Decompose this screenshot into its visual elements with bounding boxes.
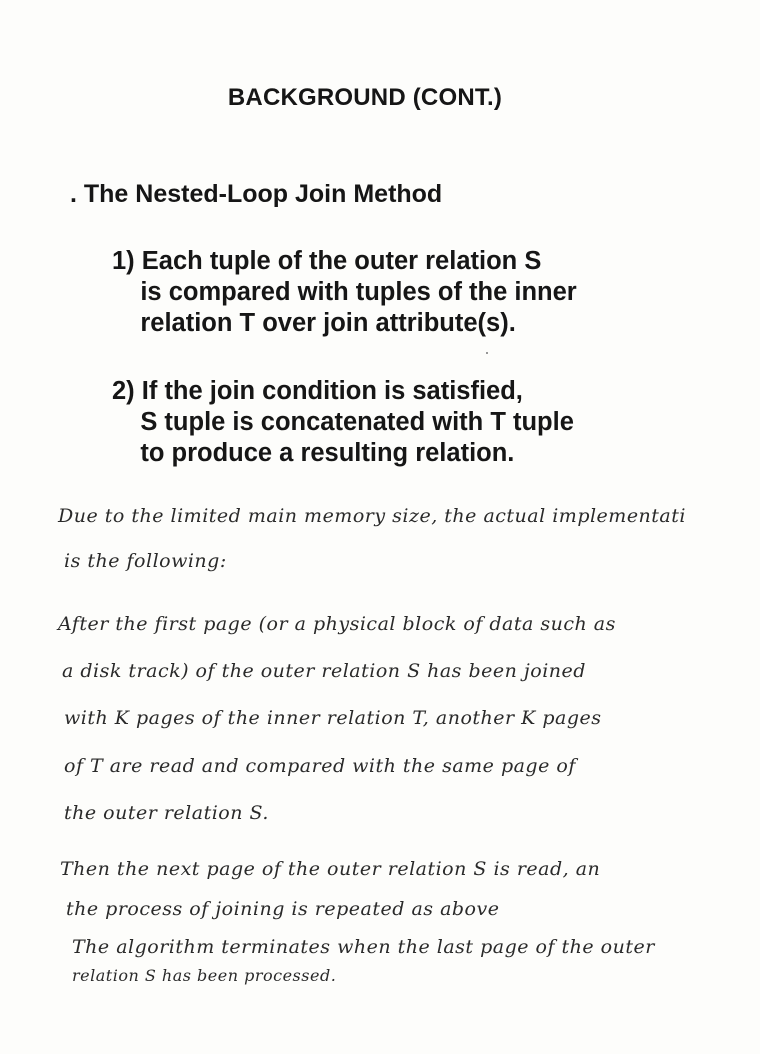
handwritten-line: a disk track) of the outer relation S has been joined bbox=[62, 660, 586, 682]
list-item-2 bbox=[112, 376, 574, 469]
item-number: 1) bbox=[112, 247, 135, 275]
handwritten-line: relation S has been processed. bbox=[72, 966, 337, 985]
item-line: relation T over join attribute(s). bbox=[140, 309, 516, 337]
item-number: 2) bbox=[112, 377, 135, 405]
handwritten-line: with K pages of the inner relation T, another K pages bbox=[64, 707, 602, 729]
item-line: Each tuple of the outer relation S bbox=[141, 247, 542, 275]
page-title: BACKGROUND (CONT.) bbox=[227, 84, 503, 111]
scan-speck bbox=[486, 352, 488, 354]
handwritten-line: Then the next page of the outer relation S is read, an bbox=[60, 858, 601, 880]
list-item-1 bbox=[112, 246, 577, 339]
item-line: S tuple is concatenated with T tuple bbox=[140, 408, 574, 436]
handwritten-line: the process of joining is repeated as above bbox=[66, 898, 500, 920]
handwritten-line: The algorithm terminates when the last page of the outer bbox=[72, 936, 655, 958]
handwritten-line: is the following: bbox=[64, 550, 227, 572]
item-line: to produce a resulting relation. bbox=[140, 439, 515, 467]
handwritten-line: Due to the limited main memory size, the actual implementati bbox=[58, 505, 686, 527]
item-line: is compared with tuples of the inner bbox=[140, 278, 577, 306]
handwritten-line: After the first page (or a physical block of data such as bbox=[58, 613, 616, 635]
handwritten-line: the outer relation S. bbox=[64, 802, 269, 824]
item-line: If the join condition is satisfied, bbox=[141, 377, 523, 405]
handwritten-line: of T are read and compared with the same page of bbox=[64, 755, 576, 777]
section-heading: . The Nested-Loop Join Method bbox=[70, 180, 443, 208]
